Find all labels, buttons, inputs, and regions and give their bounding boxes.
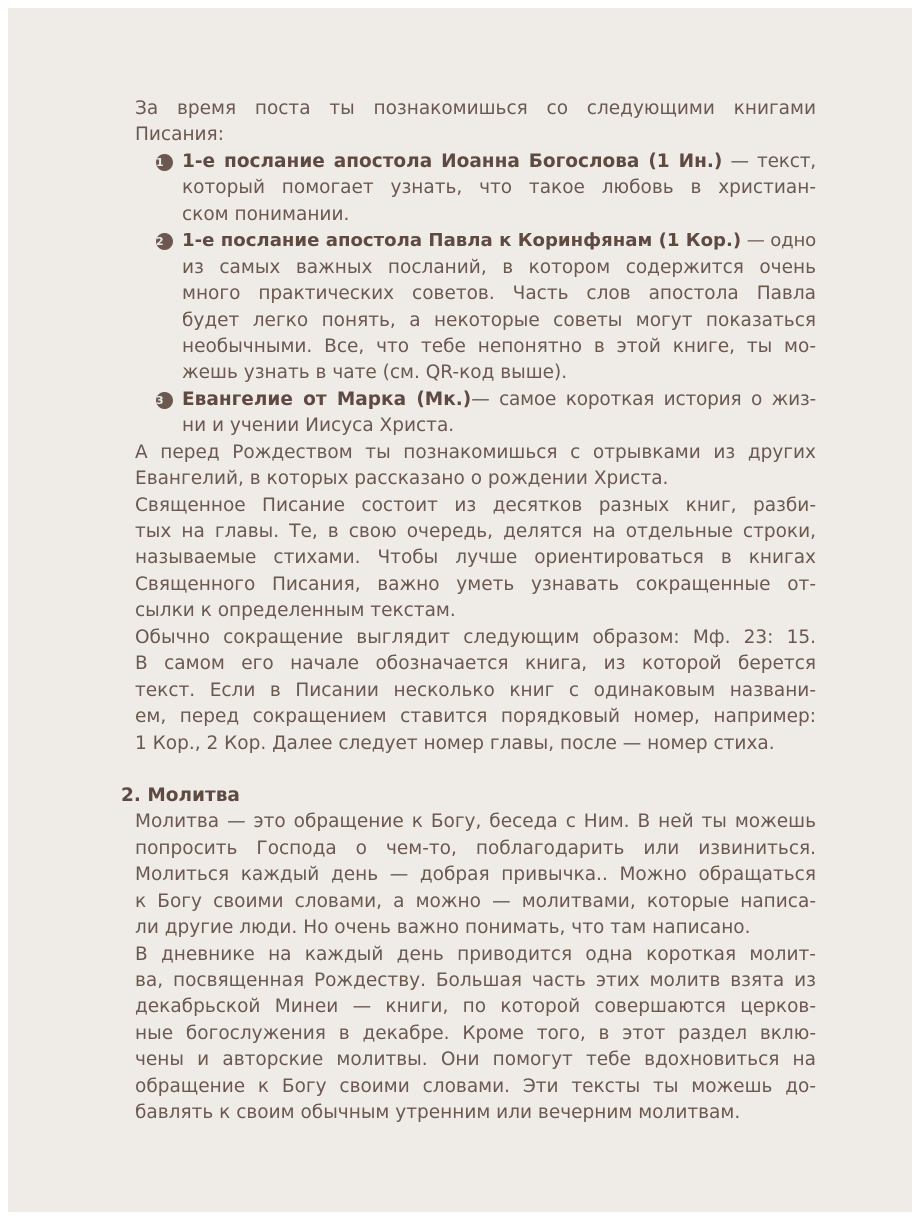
text-line: текст. Если в Писании несколько книг с одинаковым названи- bbox=[135, 679, 816, 701]
section-heading: 2. Молитва bbox=[121, 784, 240, 806]
list-item-text: — текст, bbox=[722, 150, 816, 172]
text-line: декабрьской Минеи — книги, по которой совершаются церков- bbox=[135, 996, 816, 1018]
text-line: Молиться каждый день — добрая привычка.. Можно обращаться bbox=[135, 864, 816, 886]
text-line: тых на главы. Те, в свою очередь, делятся на отдельные строки, bbox=[135, 521, 816, 542]
text-line: который помогает узнать, что такое любовь в христиан- bbox=[182, 177, 816, 199]
text-line: сылки к определенным текстам. bbox=[135, 600, 456, 622]
text-line: Молитва — это обращение к Богу, беседа с Ним. В ней ты можешь bbox=[135, 811, 816, 833]
text-line: из самых важных посланий, в котором содержится очень bbox=[182, 256, 816, 278]
text-line: называемые стихами. Чтобы лучше ориентироваться в книгах bbox=[135, 547, 816, 569]
text-line: много практических советов. Часть слов апостола Павла bbox=[182, 283, 816, 305]
text-line: Евангелий, в которых рассказано о рождении Христа. bbox=[135, 468, 669, 490]
number-circle-icon: 1 bbox=[156, 154, 173, 171]
text-line: чены и авторские молитвы. Они помогут тебе вдохновиться на bbox=[135, 1049, 816, 1071]
list-item-3 bbox=[156, 387, 817, 413]
text-line: бавлять к своим обычным утренним или вечерним молитвам. bbox=[135, 1102, 741, 1124]
text-line: к Богу своими словами, а можно — молитвами, которые написа- bbox=[135, 890, 816, 912]
text-line: ли другие люди. Но очень важно понимать, что там написано. bbox=[135, 917, 751, 939]
text-line: обращение к Богу своими словами. Эти тексты ты можешь до- bbox=[135, 1075, 816, 1097]
list-item-title: 1-е послание апостола Иоанна Богослова (1 Ин.) bbox=[182, 150, 723, 172]
list-item-2 bbox=[156, 228, 817, 254]
text-line: попросить Господа о чем-то, поблагодарить или извиниться. bbox=[135, 837, 816, 859]
text-line: За время поста ты познакомишься со следующими книгами bbox=[135, 98, 816, 119]
text-line: будет легко понять, а некоторые советы могут показаться bbox=[182, 309, 816, 331]
number-circle-icon: 3 bbox=[156, 392, 173, 409]
text-line: жешь узнать в чате (см. QR-код выше). bbox=[182, 362, 568, 384]
text-line: ском понимании. bbox=[182, 203, 350, 225]
list-item-text: — самое короткая история о жиз- bbox=[471, 388, 817, 410]
list-item-title: 1-е послание апостола Павла к Коринфянам (1 Кор.) bbox=[182, 230, 742, 252]
text-line: Писания: bbox=[135, 124, 224, 146]
text-line: В самом его начале обозначается книга, из которой берется bbox=[135, 653, 816, 675]
text-line: Священного Писания, важно уметь узнавать сокращенные от- bbox=[135, 573, 816, 595]
text-line: Обычно сокращение выглядит следующим образом: Мф. 23: 15. bbox=[135, 626, 816, 648]
page bbox=[8, 8, 912, 1212]
list-item-text: — одно bbox=[741, 230, 817, 252]
text-line: 1 Кор., 2 Кор. Далее следует номер главы, после — номер стиха. bbox=[135, 732, 775, 754]
text-line: ни и учении Иисуса Христа. bbox=[182, 415, 455, 437]
text-line: ем, перед сокращением ставится порядковый номер, например: bbox=[135, 706, 816, 728]
text-line: В дневнике на каждый день приводится одна короткая молит- bbox=[135, 943, 816, 965]
text-column bbox=[121, 96, 817, 1127]
number-circle-icon: 2 bbox=[156, 233, 173, 250]
text-line: ные богослужения в декабре. Кроме того, в этот раздел вклю- bbox=[135, 1022, 816, 1044]
list-item-1 bbox=[156, 149, 816, 175]
text-line: ва, посвященная Рождеству. Большая часть этих молитв взята из bbox=[135, 970, 816, 991]
list-item-title: Евангелие от Марка (Мк.) bbox=[182, 388, 472, 410]
text-line: Священное Писание состоит из десятков разных книг, разби- bbox=[135, 494, 816, 516]
text-line: А перед Рождеством ты познакомишься с отрывками из других bbox=[135, 441, 816, 463]
text-line: необычными. Все, что тебе непонятно в этой книге, ты мо- bbox=[182, 335, 816, 357]
